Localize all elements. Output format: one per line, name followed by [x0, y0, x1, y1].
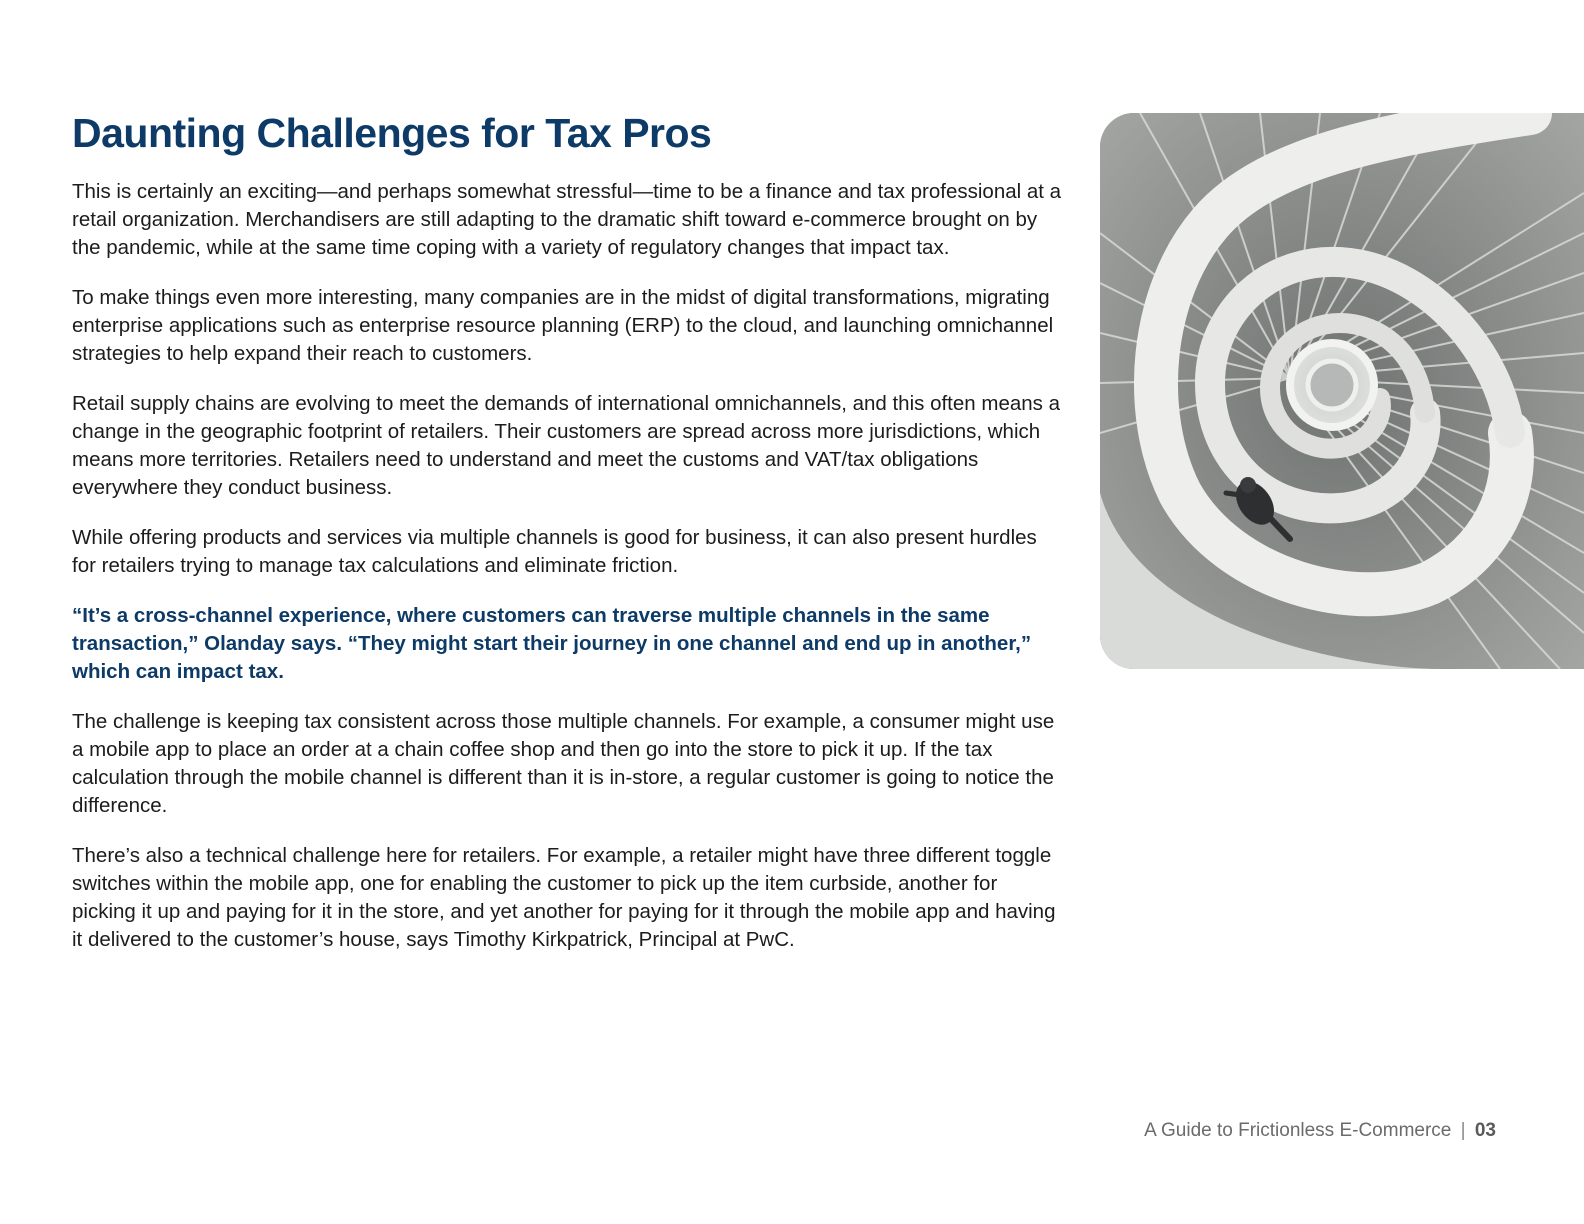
footer-guide-title: A Guide to Frictionless E-Commerce — [1144, 1120, 1452, 1141]
footer-separator: | — [1460, 1120, 1466, 1141]
body-paragraph: This is certainly an exciting—and perhaps somewhat stressful—time to be a finance and tax professional at a retail organization. Merchandisers are still adapting to the dramatic shift toward e-commerce brought on by the pandemic, while at the same time coping with a variety of regulatory changes that impact tax. — [72, 180, 1062, 259]
body-paragraph: Retail supply chains are evolving to meet the demands of international omnichannels, and this often means a change in the geographic footprint of retailers. Their customers are spread across more jurisdictions, which means more territories. Retailers need to understand and meet the customs and VAT/tax obligations everywhere they conduct business. — [72, 392, 1061, 499]
spiral-staircase-photo — [1100, 113, 1584, 669]
page-title: Daunting Challenges for Tax Pros — [72, 110, 712, 156]
page-footer — [1144, 1118, 1496, 1144]
main-column — [72, 108, 1062, 976]
body-paragraph: To make things even more interesting, many companies are in the midst of digital transformations, migrating enterprise applications such as enterprise resource planning (ERP) to the cloud, and launching omnichannel strategies to help expand their reach to customers. — [72, 286, 1054, 365]
footer-page-number: 03 — [1474, 1120, 1496, 1141]
body-paragraph: The challenge is keeping tax consistent across those multiple channels. For example, a consumer might use a mobile app to place an order at a chain coffee shop and then go into the store to pick it up. If the tax calculation through the mobile channel is different than it is in-store, a regular customer is going to notice the difference. — [72, 710, 1055, 817]
body-paragraph: There’s also a technical challenge here for retailers. For example, a retailer might have three different toggle switches within the mobile app, one for enabling the customer to pick up the item curbside, another for picking it up and paying for it in the store, and yet another for paying for it through the mobile app and having it delivered to the customer’s house, says Timothy Kirkpatrick, Principal at PwC. — [72, 844, 1056, 951]
body-paragraph: While offering products and services via multiple channels is good for business, it can also present hurdles for retailers trying to manage tax calculations and eliminate friction. — [72, 526, 1037, 577]
pull-quote: “It’s a cross-channel experience, where customers can traverse multiple channels in the same transaction,” Olanday says. “They might start their journey in one channel and end up in another,” which can impact tax. — [72, 604, 1032, 683]
spiral-staircase-illustration — [1100, 113, 1584, 669]
